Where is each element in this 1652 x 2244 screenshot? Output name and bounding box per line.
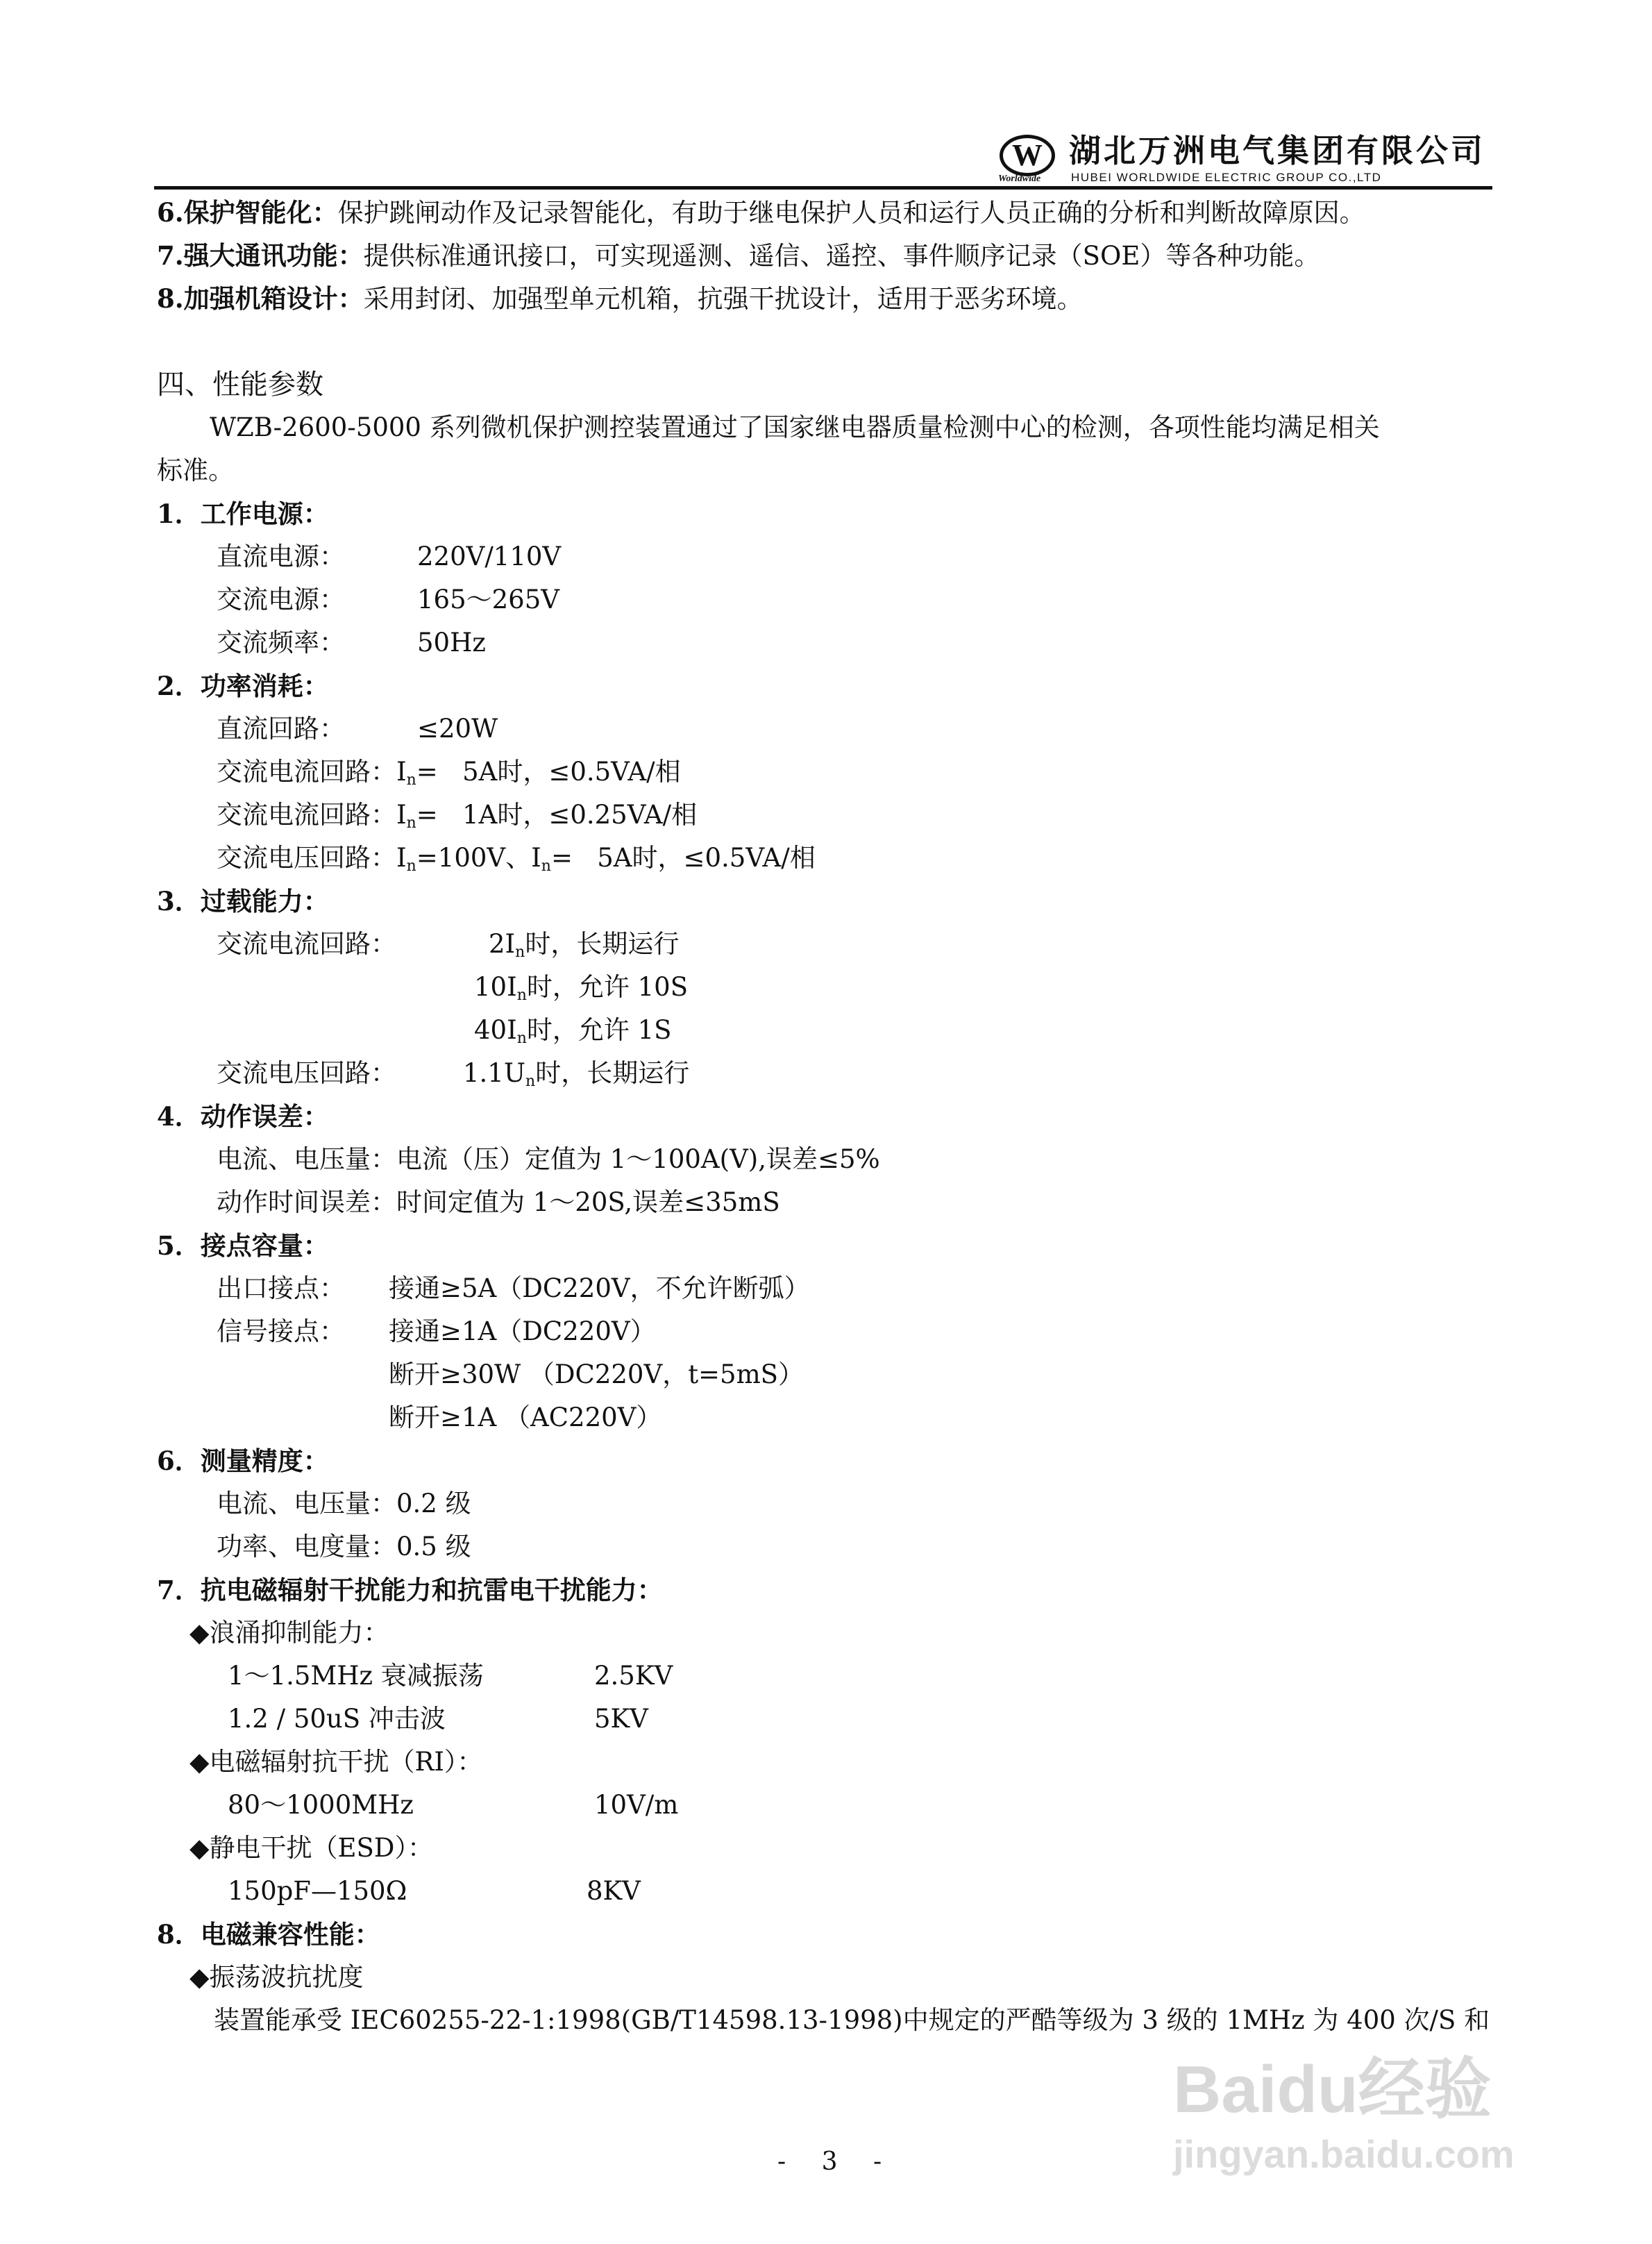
text: 150pF—150Ω [228, 1876, 407, 1906]
text: 断开≥1A （AC220V） [389, 1402, 662, 1432]
text: 采用封闭、加强型单元机箱，抗强干扰设计，适用于恶劣环境。 [363, 284, 1083, 314]
text: n [515, 944, 525, 961]
text: n [525, 1073, 536, 1090]
text: 时，允许 10S [526, 972, 689, 1002]
text: 7.强大通讯功能： [157, 240, 364, 271]
s6-row [0, 1525, 1652, 1568]
text: 2.5KV [594, 1661, 673, 1691]
text: 交流电流回路： [217, 757, 396, 787]
text [157, 234, 1320, 278]
text: 接通≥1A（DC220V） [389, 1316, 656, 1346]
text: n [541, 857, 551, 875]
text: 装置能承受 IEC60255-22-1:1998(GB/T14598.13-1998)中规定的严酷等级为 3 级的 1MHz 为 400 次/S 和 [214, 2005, 1490, 2035]
text: 220V/110V [417, 542, 562, 571]
s4-row [0, 1138, 1652, 1181]
s7-group [0, 1611, 1652, 1655]
s8-title [0, 1913, 1652, 1956]
feature-7 [0, 234, 1652, 277]
text: I [396, 843, 407, 873]
text: 6．测量精度： [157, 1446, 329, 1476]
text: 3．过载能力： [157, 886, 329, 916]
page-number: - 3 - [777, 2147, 896, 2176]
text: I [396, 800, 407, 830]
text: 6.保护智能化： [157, 197, 338, 228]
text [489, 923, 679, 966]
text: 5．接点容量： [157, 1230, 329, 1261]
s6-row [0, 1482, 1652, 1525]
s5-row [0, 1267, 1652, 1310]
text: 10I [474, 972, 517, 1002]
text: 直流回路： [217, 714, 345, 744]
text: n [406, 814, 416, 832]
s2-row [0, 837, 1652, 880]
text: ◆浪涌抑制能力： [189, 1618, 389, 1648]
s2-row [0, 794, 1652, 837]
text: 直流电源： [217, 542, 345, 571]
text [157, 277, 1083, 321]
s3-row [0, 1052, 1652, 1095]
text: 功率、电度量：0.5 级 [217, 1532, 471, 1561]
text: 电流、电压量：0.2 级 [217, 1489, 471, 1518]
s3-row [0, 1009, 1652, 1052]
text [217, 837, 816, 880]
text: 出口接点： [217, 1273, 345, 1303]
watermark-brand: Baidu经验 [1173, 2052, 1492, 2127]
s3-row [0, 923, 1652, 966]
text: 165～265V [417, 585, 559, 614]
text: 50Hz [417, 628, 486, 658]
text: I [396, 757, 407, 787]
text: 动作时间误差：时间定值为 1～20S,误差≤35mS [217, 1187, 780, 1217]
s5-row [0, 1396, 1652, 1439]
s8-text [0, 1999, 1652, 2042]
s1-row [0, 621, 1652, 664]
s1-row [0, 535, 1652, 578]
text: 1～1.5MHz 衰减振荡 [228, 1661, 484, 1691]
text: 标准。 [157, 455, 234, 485]
text: 时，长期运行 [525, 929, 680, 959]
s3-row [0, 966, 1652, 1009]
text: = 5A时，≤0.5VA/相 [550, 843, 816, 873]
text [463, 1052, 689, 1095]
text: =100V、I [416, 843, 541, 873]
text [474, 1009, 672, 1052]
s7-row [0, 1870, 1652, 1913]
text: ≤20W [417, 714, 498, 744]
text: 时，允许 1S [526, 1015, 672, 1045]
feature-6 [0, 191, 1652, 234]
text [217, 751, 681, 794]
s5-row [0, 1353, 1652, 1396]
text: 交流频率： [217, 628, 345, 658]
text: = 5A时，≤0.5VA/相 [416, 757, 681, 787]
s1-row [0, 578, 1652, 621]
text: 2I [489, 929, 516, 959]
text: 80～1000MHz [228, 1790, 414, 1820]
text: 7．抗电磁辐射干扰能力和抗雷电干扰能力： [157, 1575, 663, 1605]
text: 交流电压回路： [217, 843, 396, 873]
text: n [516, 1030, 527, 1047]
text: 四、性能参数 [157, 369, 323, 401]
text: 40I [474, 1015, 517, 1045]
feature-8 [0, 277, 1652, 320]
text: 10V/m [594, 1790, 679, 1820]
text: n [406, 857, 416, 875]
section-title [0, 363, 1652, 406]
text [157, 191, 1365, 235]
text: 交流电压回路： [217, 1058, 396, 1088]
text: 信号接点： [217, 1316, 345, 1346]
text: 交流电流回路： [217, 800, 396, 830]
text: 交流电流回路： [217, 929, 396, 959]
company-name-cn: 湖北万洲电气集团有限公司 [1069, 132, 1485, 169]
s7-group [0, 1827, 1652, 1870]
text [474, 966, 688, 1009]
text: 提供标准通讯接口，可实现遥测、遥信、遥控、事件顺序记录（SOE）等各种功能。 [363, 241, 1320, 271]
watermark-url: jingyan.baidu.com [1173, 2132, 1515, 2176]
s2-title [0, 664, 1652, 707]
s2-row [0, 751, 1652, 794]
text: 电流、电压量：电流（压）定值为 1～100A(V),误差≤5% [217, 1144, 880, 1174]
text: ◆振荡波抗扰度 [189, 1962, 364, 1992]
text: 接通≥5A（DC220V，不允许断弧） [389, 1273, 810, 1303]
document-body [0, 191, 1652, 2042]
s7-title [0, 1568, 1652, 1611]
text: = 1A时，≤0.25VA/相 [416, 800, 698, 830]
s5-title [0, 1224, 1652, 1267]
s7-row [0, 1698, 1652, 1741]
s7-row [0, 1784, 1652, 1827]
intro [0, 406, 1652, 449]
text [217, 794, 697, 837]
text: 时，长期运行 [535, 1058, 690, 1088]
text: n [406, 771, 416, 789]
text: WZB-2600-5000 系列微机保护测控装置通过了国家继电器质量检测中心的检测，各项性能均满足相关 [210, 412, 1380, 442]
text: 8．电磁兼容性能： [157, 1919, 380, 1950]
s8-group [0, 1956, 1652, 1999]
text: 5KV [594, 1704, 648, 1734]
logo-letter: W [1012, 138, 1043, 172]
header-rule [154, 186, 1492, 190]
s2-row [0, 707, 1652, 751]
company-logo [1000, 135, 1055, 176]
text: 2．功率消耗： [157, 671, 329, 701]
s6-title [0, 1439, 1652, 1482]
text: 8KV [587, 1876, 641, 1906]
text: 交流电源： [217, 585, 345, 614]
s4-title [0, 1095, 1652, 1138]
intro-cont [0, 449, 1652, 492]
text: 4．动作误差： [157, 1101, 329, 1132]
s7-group [0, 1741, 1652, 1784]
text: ◆静电干扰（ESD）： [189, 1833, 433, 1863]
s4-row [0, 1181, 1652, 1224]
s3-title [0, 880, 1652, 923]
s1-title [0, 492, 1652, 535]
text: 1.2 / 50uS 冲击波 [228, 1704, 446, 1734]
s7-row [0, 1655, 1652, 1698]
text: 8.加强机箱设计： [157, 283, 364, 314]
text: ◆电磁辐射抗干扰（RI）： [189, 1747, 483, 1777]
text: 1.1U [463, 1058, 526, 1088]
company-name-en: HUBEI WORLDWIDE ELECTRIC GROUP CO.,LTD [1071, 171, 1382, 184]
text: n [516, 987, 527, 1004]
s5-row [0, 1310, 1652, 1353]
text: 断开≥30W （DC220V，t=5mS） [389, 1359, 804, 1389]
logo-subtext: Worldwide [998, 174, 1041, 184]
text: 1．工作电源： [157, 499, 329, 529]
text: 保护跳闸动作及记录智能化，有助于继电保护人员和运行人员正确的分析和判断故障原因。 [337, 198, 1365, 228]
